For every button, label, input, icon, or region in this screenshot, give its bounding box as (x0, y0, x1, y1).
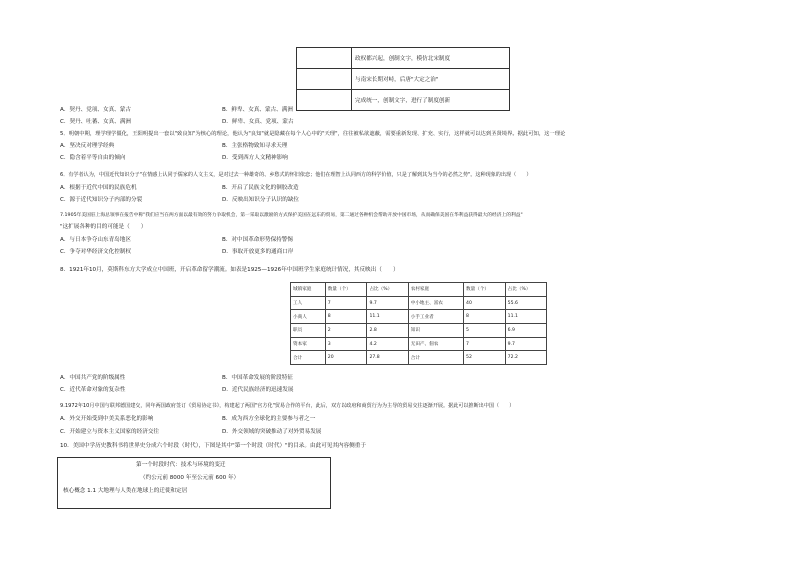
question-8-stem: 8．1921年10月，莫斯科东方大学成立中国班，开启革命留学潮流。如表是1925—1926年中国班学生家庭统计情况，其反映出（ ） (60, 267, 399, 273)
box-concept: 核心概念 1.1 大地理与人类在地球上的迁徙和定居 (63, 488, 188, 494)
table-cell: 3 (325, 337, 367, 351)
table-cell: 工人 (291, 296, 326, 310)
table-header-cell: 数量（个） (325, 283, 367, 297)
option-a: A．契丹、党项、女真、蒙古 (60, 107, 131, 113)
option-d: D．近代民族经济的迅速发展 (222, 387, 294, 393)
option-c: C．近代革命对象的复杂性 (60, 387, 126, 393)
option-a: A．中国共产党的阶级属性 (60, 375, 126, 381)
question-6-stem: 6．有学者认为，中国近代知识分子"在情感上认同于儒家的人文主义，是对过去一种雄奇的、乡愁式的怀旧依恋；他们在理智上认同西方的科学价值，只是了解到其为当今的必然之势"。这种现象的出现（ ） (60, 172, 532, 178)
table-cell: 9.7 (505, 337, 546, 351)
table-cell: 6.9 (505, 324, 546, 338)
table-cell: 8 (464, 310, 506, 324)
table-cell: 知识 (408, 324, 463, 338)
table-cell (297, 48, 352, 69)
table-cell: 合计 (408, 351, 463, 365)
question-7-stem-cont: "这扩展各种的目的可能是（ ） (60, 224, 147, 230)
table-row (291, 351, 547, 365)
option-d: D．外交领域的突破推动了对外贸易发展 (222, 429, 322, 435)
dynasty-table (296, 47, 510, 111)
table-cell: 52 (464, 351, 506, 365)
table-cell (297, 69, 352, 90)
table-row (297, 90, 510, 111)
table-cell: 小手工业者 (408, 310, 463, 324)
table-cell: 合计 (291, 351, 326, 365)
option-d: D．受到西方人文精神影响 (222, 155, 288, 161)
question-10-stem: 10．美国中学历史教科书将世界史分成六个时段（时代），下图是其中"第一个时段（时代）"的目录。由此可见其内容侧重于 (60, 443, 366, 449)
option-a: A．外交开始受到中美关系恶化的影响 (60, 416, 154, 422)
option-d: D．反映出知识分子认识的缺位 (222, 197, 300, 203)
option-b: B．开启了民族文化的徊胶改造 (222, 185, 299, 191)
option-b: B．成为西方全球化的主要参与者之一 (222, 416, 316, 422)
table-cell: 27.8 (367, 351, 408, 365)
table-cell: 5 (464, 324, 506, 338)
textbook-contents-box (57, 457, 331, 509)
table-header-cell: 农村家庭 (408, 283, 463, 297)
table-row (291, 310, 547, 324)
table-cell: 55.6 (505, 296, 546, 310)
option-c: C．争夺对华经济文化控制权 (60, 249, 132, 255)
table-header-cell: 数量（个） (464, 283, 506, 297)
table-cell: 7 (464, 337, 506, 351)
student-family-table (290, 282, 547, 365)
table-row (297, 48, 510, 69)
table-row (291, 337, 547, 351)
option-d: D．事取开放更多的通商口岸 (222, 249, 294, 255)
table-cell: 72.2 (505, 351, 546, 365)
option-c: C．契丹、吐蕃、女真、满洲 (60, 119, 132, 125)
option-a: A．根据于近代中国的民族危机 (60, 185, 137, 191)
option-c: C．开始建立与资本主义国家的经济交往 (60, 429, 160, 435)
table-cell: 8 (325, 310, 367, 324)
box-title: 第一个时段时代：技术与环境的变迁 (136, 462, 226, 468)
table-cell: 2.8 (367, 324, 408, 338)
table-cell: 中小地主、富农 (408, 296, 463, 310)
option-c: C．隐含着平等自由的倾向 (60, 155, 126, 161)
table-cell (297, 90, 352, 111)
table-row (291, 324, 547, 338)
table-cell: 7 (325, 296, 367, 310)
option-b: B．对中国革命形势保持警惕 (222, 237, 293, 243)
box-subtitle: （约公元前 8000 年至公元前 600 年） (140, 475, 240, 481)
table-cell: 与南宋长期对峙，后唐"大定之治" (352, 69, 510, 90)
table-row (297, 69, 510, 90)
table-cell: 11.1 (505, 310, 546, 324)
table-cell: 无田产、佃农 (408, 337, 463, 351)
option-a: A．与日本争夺山东青岛地区 (60, 237, 131, 243)
question-7-stem: 7.1905年美国驻上海总领事在报告中称"我们应当在两方面以最有效的努力争取机会，第一采取以激励的方式保护美国在远东的贸易，第二通过各种机会帮助开放中国市场，从而确保美国在华利益获得最大的经济上的利益" (60, 213, 523, 218)
table-cell: 资本家 (291, 337, 326, 351)
table-cell: 4.2 (367, 337, 408, 351)
table-cell: 职员 (291, 324, 326, 338)
table-header-cell: 占比（%） (367, 283, 408, 297)
table-cell: 2 (325, 324, 367, 338)
question-9-stem: 9.1972年10月中国与联邦德国建交，同年两国政府签订《贸易协定书》，构建起了两国"官方化"贸易合作的平台，此后，双方以政府和商贸行为为主导的贸易交往逐渐开展。据此可以推断出中国（ ） (60, 403, 515, 409)
option-b: B．中国革命发展的阶段特征 (222, 375, 293, 381)
table-cell: 政权都兴起，创制文字，模仿北宋制度 (352, 48, 510, 69)
table-cell: 小商人 (291, 310, 326, 324)
table-cell: 完成统一，创制文字，进行了制度创新 (352, 90, 510, 111)
option-d: D．鲜卑、女真、党项、蒙古 (222, 119, 294, 125)
table-header-cell: 城镇家庭 (291, 283, 326, 297)
table-cell: 9.7 (367, 296, 408, 310)
table-row (291, 296, 547, 310)
option-b: B．鲜卑、女真、蒙古、满洲 (222, 107, 293, 113)
option-a: A．坚决反对理学经典 (60, 143, 115, 149)
option-c: C．源于近代知识分子内部的分裂 (60, 197, 143, 203)
option-b: B．主张格物致知寻求天理 (222, 143, 288, 149)
table-cell: 40 (464, 296, 506, 310)
table-cell: 20 (325, 351, 367, 365)
question-5-stem: 5．明朝中期，理学理学僵化，王阳明提出一套以"致良知"为核心的理论，他认为"良知"就是隐藏在每个人心中的"天理"，往往被私欲遮蔽，需要重新发现、扩充、实行，这样就可以达到圣贤境界。据此可知，这一理论 (60, 131, 566, 137)
table-header-cell: 占比（%） (505, 283, 546, 297)
table-row (291, 283, 547, 297)
table-cell: 11.1 (367, 310, 408, 324)
